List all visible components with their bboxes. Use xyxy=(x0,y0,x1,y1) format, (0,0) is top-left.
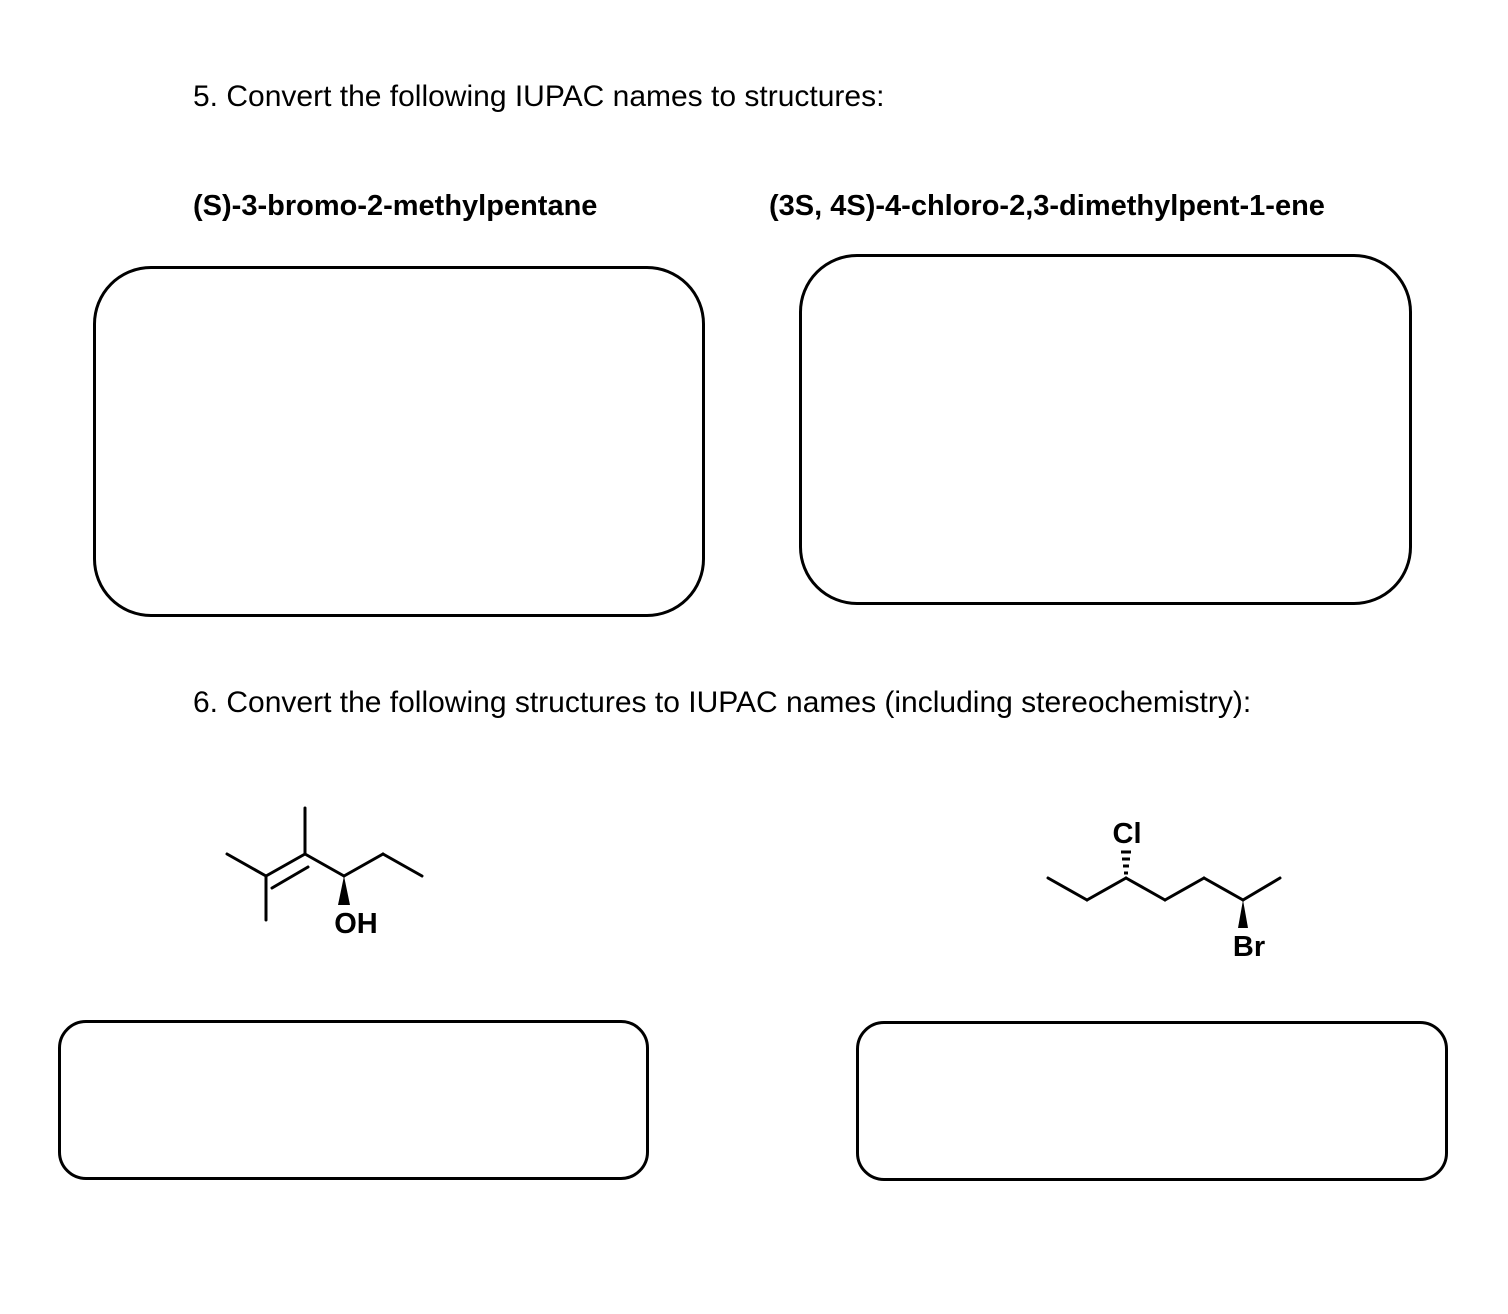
bond-b2 xyxy=(1087,878,1126,900)
answer-box-structure-a[interactable] xyxy=(93,266,705,617)
hash-bond-b xyxy=(1121,852,1131,873)
bond-b6 xyxy=(1243,878,1280,900)
bond-b5 xyxy=(1204,878,1243,900)
answer-box-structure-b[interactable] xyxy=(799,254,1412,605)
wedge-bond-b xyxy=(1238,900,1248,928)
answer-box-name-b[interactable] xyxy=(856,1021,1448,1181)
atom-label-cl: Cl xyxy=(1112,818,1142,850)
bond-a3-double xyxy=(272,867,308,888)
bond-b4 xyxy=(1165,878,1204,900)
atom-label-oh: OH xyxy=(334,908,378,940)
iupac-name-a: (S)-3-bromo-2-methylpentane xyxy=(193,190,598,222)
bond-a5 xyxy=(305,854,344,876)
wedge-bond-a xyxy=(338,876,350,905)
iupac-name-b: (3S, 4S)-4-chloro-2,3-dimethylpent-1-ene xyxy=(769,190,1325,222)
bond-a3 xyxy=(266,854,305,876)
bond-b3 xyxy=(1126,878,1165,900)
question-6-heading: 6. Convert the following structures to IUPAC names (including stereochemistry): xyxy=(193,686,1252,719)
bond-a6 xyxy=(344,854,383,876)
atom-label-br: Br xyxy=(1232,931,1266,963)
answer-box-name-a[interactable] xyxy=(58,1020,649,1180)
question-5-heading: 5. Convert the following IUPAC names to structures: xyxy=(193,80,885,113)
bond-b1 xyxy=(1048,878,1087,900)
bond-a7 xyxy=(383,854,422,876)
bond-a1 xyxy=(227,854,266,876)
